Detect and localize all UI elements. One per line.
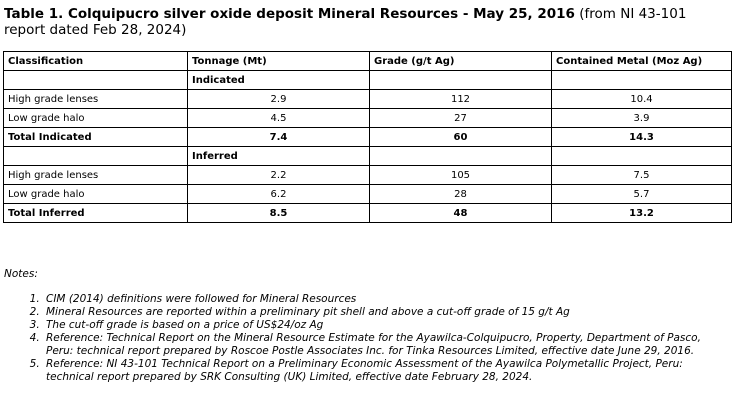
total-label: Total Indicated <box>4 128 188 147</box>
notes-list <box>0 293 723 384</box>
total-row-indicated <box>4 128 732 147</box>
section-label-indicated: Indicated <box>188 71 370 90</box>
header-grade: Grade (g/t Ag) <box>370 52 552 71</box>
table-row <box>4 166 732 185</box>
total-grade: 48 <box>370 204 552 223</box>
table-header-row <box>4 52 732 71</box>
row-tonnage: 6.2 <box>188 185 370 204</box>
row-grade: 105 <box>370 166 552 185</box>
total-tonnage: 7.4 <box>188 128 370 147</box>
row-tonnage: 2.9 <box>188 90 370 109</box>
table-title <box>4 6 730 38</box>
table-row <box>4 185 732 204</box>
total-tonnage: 8.5 <box>188 204 370 223</box>
header-tonnage: Tonnage (Mt) <box>188 52 370 71</box>
note-item: 2. Mineral Resources are reported within a preliminary pit shell and above a cut-off grade of 15 g/t Ag <box>43 306 723 319</box>
row-tonnage: 2.2 <box>188 166 370 185</box>
header-contained-metal: Contained Metal (Moz Ag) <box>552 52 732 71</box>
section-row-inferred <box>4 147 732 166</box>
mineral-resources-table <box>3 51 732 223</box>
row-classification: High grade lenses <box>4 166 188 185</box>
total-row-inferred <box>4 204 732 223</box>
row-contained-metal: 10.4 <box>552 90 732 109</box>
table-title-bold: Table 1. Colquipucro silver oxide deposit Mineral Resources - May 25, 2016 <box>4 6 575 22</box>
row-grade: 28 <box>370 185 552 204</box>
total-label: Total Inferred <box>4 204 188 223</box>
table-title-source: (from NI 43-101 report dated Feb 28, 2024) <box>4 6 687 38</box>
row-classification: Low grade halo <box>4 109 188 128</box>
table-row <box>4 109 732 128</box>
total-contained-metal: 14.3 <box>552 128 732 147</box>
row-contained-metal: 3.9 <box>552 109 732 128</box>
note-item: 5. Reference: NI 43-101 Technical Report on a Preliminary Economic Assessment of the Ayawilca Polymetallic Project, Peru: technical report prepared by SRK Consulting (UK) Limited, effective date February 28, 2024. <box>43 358 723 384</box>
total-grade: 60 <box>370 128 552 147</box>
note-item: 4. Reference: Technical Report on the Mineral Resource Estimate for the Ayawilca-Colquipucro, Property, Department of Pasco, Peru: technical report prepared by Roscoe Postle Associates Inc. for Tinka Resources Limited, effective date June 29, 2016. <box>43 332 723 358</box>
section-label-inferred: Inferred <box>188 147 370 166</box>
note-item: 1. CIM (2014) definitions were followed for Mineral Resources <box>43 293 723 306</box>
table-row <box>4 90 732 109</box>
row-grade: 27 <box>370 109 552 128</box>
section-row-indicated <box>4 71 732 90</box>
row-classification: Low grade halo <box>4 185 188 204</box>
header-classification: Classification <box>4 52 188 71</box>
row-contained-metal: 7.5 <box>552 166 732 185</box>
note-item: 3. The cut-off grade is based on a price of US$24/oz Ag <box>43 319 723 332</box>
row-contained-metal: 5.7 <box>552 185 732 204</box>
notes-label: Notes: <box>4 268 38 280</box>
row-tonnage: 4.5 <box>188 109 370 128</box>
row-classification: High grade lenses <box>4 90 188 109</box>
row-grade: 112 <box>370 90 552 109</box>
total-contained-metal: 13.2 <box>552 204 732 223</box>
